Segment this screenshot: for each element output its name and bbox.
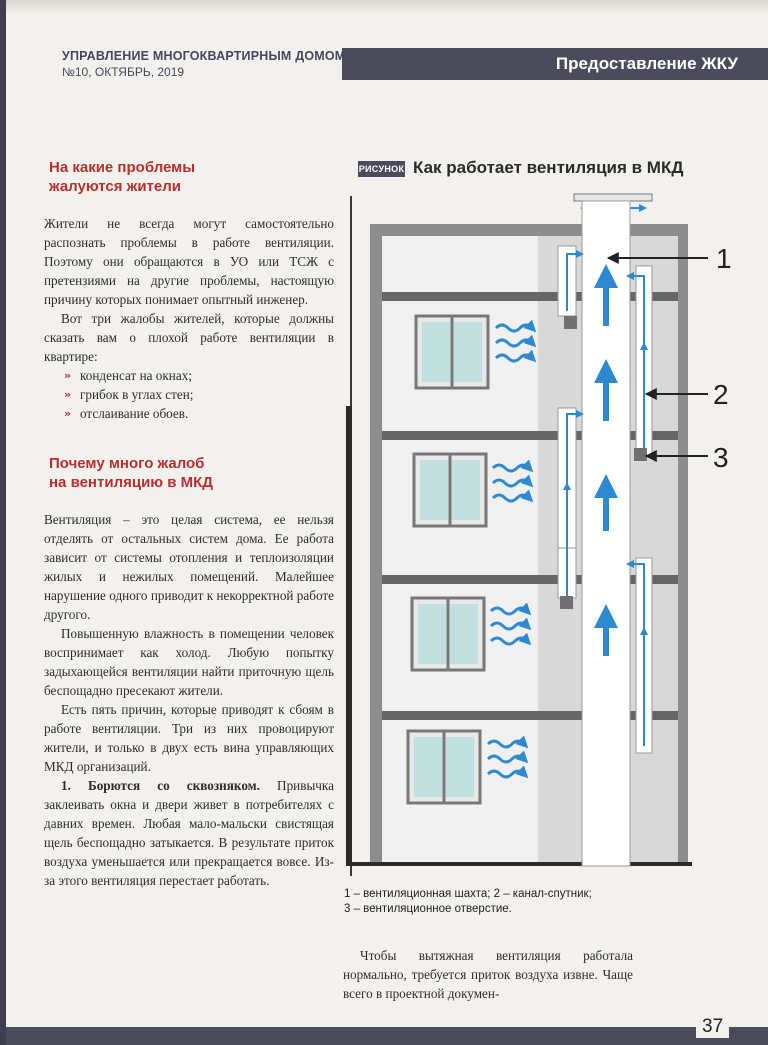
list-item: » отслаивание обоев. — [64, 406, 189, 421]
header-issue: №10, ОКТЯБРЬ, 2019 — [62, 65, 185, 79]
header-title: УПРАВЛЕНИЕ МНОГОКВАРТИРНЫМ ДОМОМ — [62, 49, 346, 63]
paragraph: Вентиляция – это целая система, ее нельзя отделять от остальных систем дома. Ее работа зависит от системы отопления и теплоизоляции жилых и нежилых помещений. Малейшее нарушение одного приводит к некорректной работе другого. — [44, 512, 334, 622]
paragraph: Есть пять причин, которые приводят к сбоям в работе вентиляции. Три из них провоцируют жители, и только в двух есть вина управляющих МКД организаций. — [44, 702, 334, 774]
footer-band — [6, 1027, 768, 1045]
heading-complaints — [49, 158, 334, 196]
list-item: » конденсат на окнах; — [64, 368, 192, 383]
caption-line: 3 – вентиляционное отверстие. — [344, 903, 512, 915]
heading-why — [49, 454, 334, 492]
header-section: Предоставление ЖКУ — [555, 54, 738, 73]
figure-title: Как работает вентиляция в МКД — [413, 158, 684, 177]
ventilation-diagram — [346, 186, 756, 886]
figure-caption — [344, 887, 644, 917]
complaints-list — [64, 366, 334, 423]
heading-line: На какие проблемы — [49, 159, 196, 176]
window — [414, 454, 486, 526]
paragraph: Вот три жалобы жителей, которые должны сказать вам о плохой работе вентиляции в квартире: — [44, 311, 334, 364]
window — [416, 316, 488, 388]
bullet-arrow-icon: » — [64, 369, 72, 382]
paragraph: Жители не всегда могут самостоятельно распознать проблемы в работе вентиляции. Поэтому они обращаются в УО или ТСЖ с претензиями на другие проблемы, настоящую причину которых понимает опытный инженер. — [44, 216, 334, 307]
left-column — [44, 158, 334, 890]
reason-text: Привычка заклеивать окна и двери живет в потребителях с давних времен. Любая мало-мальски свистящая щель беспощадно затыкается. В результате приток воздуха уменьшается или прекращается вовсе. Из-за этого вентиляция перестает работать. — [44, 778, 334, 888]
bullet-arrow-icon: » — [64, 388, 72, 401]
heading-line: Почему много жалоб — [49, 455, 205, 472]
paragraph — [44, 776, 334, 890]
callout-3: 3 — [713, 442, 729, 473]
paragraph: Чтобы вытяжная вентиляция работала нормально, требуется приток воздуха извне. Чаще всего в проектной докумен- — [343, 948, 633, 1001]
list-item: » грибок в углах стен; — [64, 387, 194, 402]
paragraph: Повышенную влажность в помещении человек воспринимает как холод. Любую попытку задыхающейся вентиляции найти приточную щель беспощадно пресекают жители. — [44, 626, 334, 698]
window — [408, 731, 480, 803]
page-edge-shadow — [6, 0, 768, 14]
caption-line: 1 – вентиляционная шахта; 2 – канал-спутник; — [344, 888, 592, 900]
bullet-arrow-icon: » — [64, 407, 72, 420]
page — [6, 0, 768, 1045]
heading-line: жалуются жители — [49, 178, 181, 195]
callout-1: 1 — [716, 243, 732, 274]
heading-line: на вентиляцию в МКД — [49, 474, 213, 491]
frame-line — [346, 406, 352, 866]
header-publication — [54, 46, 346, 80]
callout-2: 2 — [713, 379, 729, 410]
reason-title: 1. Борются со сквозняком. — [61, 778, 260, 793]
page-number: 37 — [696, 1016, 729, 1038]
window — [412, 598, 484, 670]
figure-badge: РИСУНОК — [358, 161, 405, 177]
ground-line — [346, 862, 692, 866]
